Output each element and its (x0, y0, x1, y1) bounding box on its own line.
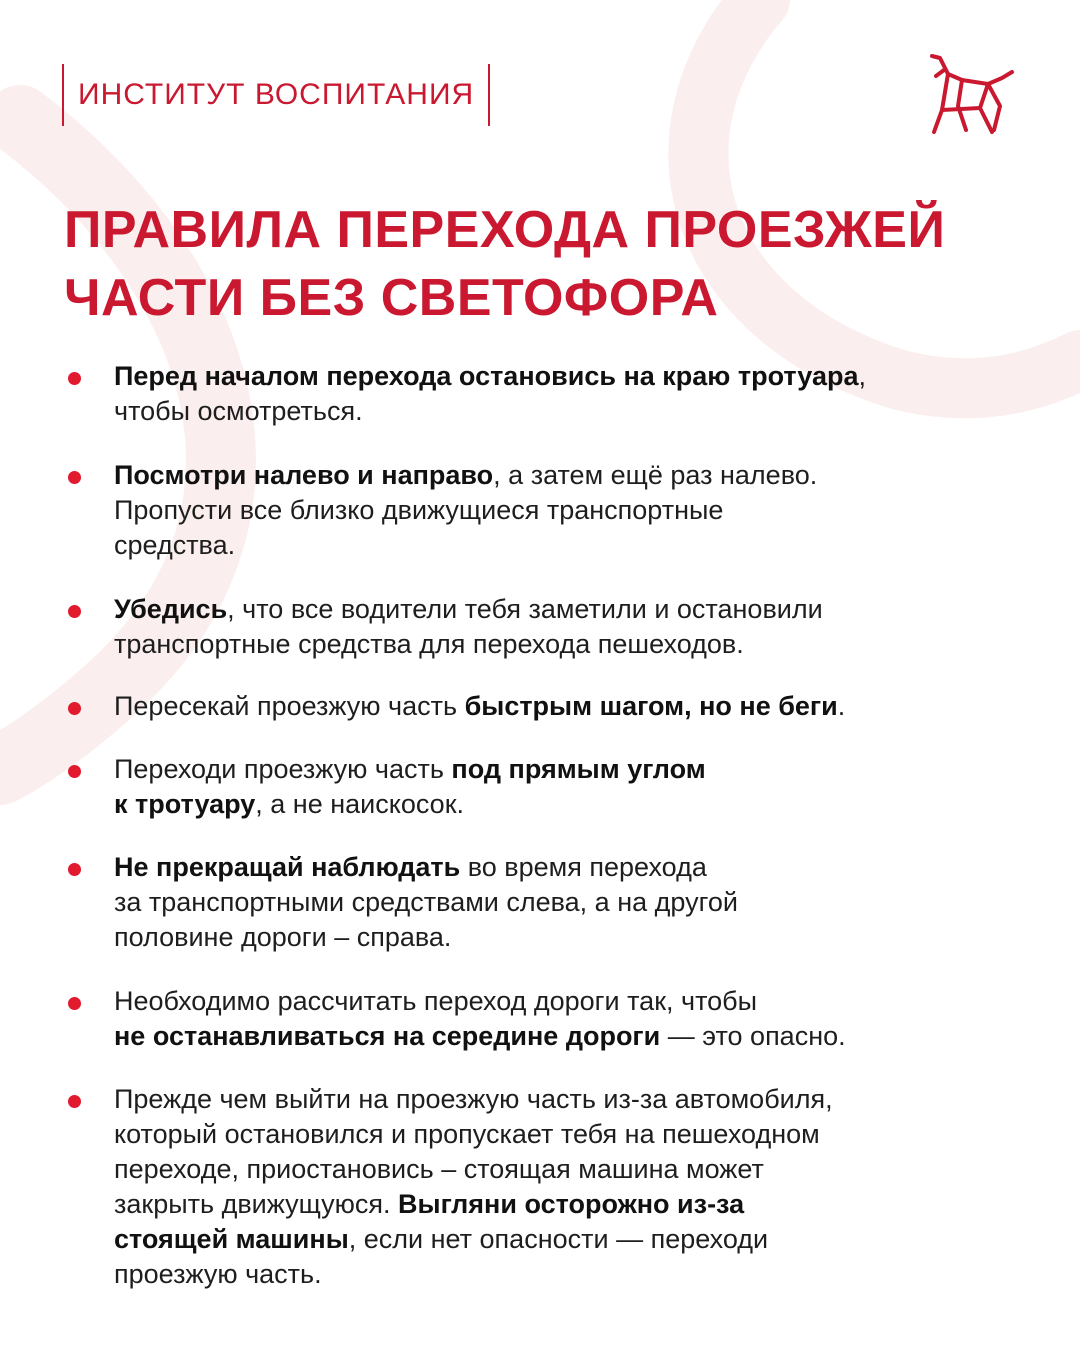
rule-text: , а затем ещё раз налево. (493, 460, 818, 490)
rule-text: средства. (114, 530, 236, 560)
org-label (62, 64, 490, 126)
rule-item (114, 752, 1054, 822)
rule-text: чтобы осмотреться. (114, 396, 363, 426)
rule-text: за транспортными средствами слева, а на другой (114, 887, 738, 917)
rule-text: который остановился и пропускает тебя на пешеходном (114, 1119, 820, 1149)
rule-text: , а не наискосок. (255, 789, 465, 819)
rule-text: , если нет опасности — переходи (348, 1224, 769, 1254)
bullet-dot (68, 1095, 81, 1108)
rule-line (114, 528, 1054, 563)
rule-line (114, 394, 1054, 429)
rule-item (114, 689, 1054, 724)
rule-text-bold: под прямым углом (451, 754, 706, 784)
rule-line (114, 1187, 1054, 1222)
rule-line (114, 885, 1054, 920)
rule-text: . (837, 691, 846, 721)
rule-text: Пропусти все близко движущиеся транспортные (114, 495, 724, 525)
rule-text: проезжую часть. (114, 1259, 322, 1289)
rule-text: закрыть движущуюся. (114, 1189, 399, 1219)
rule-line (114, 787, 1054, 822)
title-line-2: ЧАСТИ БЕЗ СВЕТОФОРА (64, 269, 719, 327)
rule-text: переходе, приостановись – стоящая машина может (114, 1154, 764, 1184)
rule-line (114, 1082, 1054, 1117)
rule-text: , что все водители тебя заметили и остановили (227, 594, 823, 624)
rule-item (114, 359, 1054, 429)
rule-line (114, 1152, 1054, 1187)
bullet-dot (68, 863, 81, 876)
rule-text-bold: Посмотри налево и направо (114, 460, 494, 490)
rule-item (114, 984, 1054, 1054)
rule-text: транспортные средства для перехода пешеходов. (114, 629, 744, 659)
rule-line (114, 920, 1054, 955)
rule-text-bold: быстрым шагом, но не беги (464, 691, 838, 721)
rule-text: во время перехода (460, 852, 707, 882)
bullet-dot (68, 765, 81, 778)
rule-text: , (858, 361, 866, 391)
title-line-1: ПРАВИЛА ПЕРЕХОДА ПРОЕЗЖЕЙ (64, 201, 946, 259)
rule-item (114, 592, 1054, 662)
rule-line (114, 689, 1054, 724)
rule-line (114, 592, 1054, 627)
rule-text: Прежде чем выйти на проезжую часть из-за автомобиля, (114, 1084, 833, 1114)
rule-line (114, 627, 1054, 662)
bullet-dot (68, 997, 81, 1010)
rule-text-bold: Не прекращай наблюдать (114, 852, 461, 882)
rule-text: — это опасно. (660, 1021, 846, 1051)
horse-icon (918, 50, 1018, 134)
rule-text: Переходи проезжую часть (114, 754, 452, 784)
rule-item (114, 850, 1054, 955)
rule-line (114, 359, 1054, 394)
bullet-dot (68, 605, 81, 618)
rule-line (114, 1222, 1054, 1257)
rule-line (114, 984, 1054, 1019)
page-title (64, 196, 1044, 332)
rule-text-bold: не останавливаться на середине дороги (114, 1021, 661, 1051)
bullet-dot (68, 372, 81, 385)
bullet-dot (68, 702, 81, 715)
rule-line (114, 1257, 1054, 1292)
rule-line (114, 1019, 1054, 1054)
rule-line (114, 493, 1054, 528)
rule-text-bold: Выгляни осторожно из-за (398, 1189, 745, 1219)
rule-line (114, 1117, 1054, 1152)
rule-text: Пересекай проезжую часть (114, 691, 465, 721)
rule-text-bold: к тротуару (114, 789, 256, 819)
rule-text-bold: Перед началом перехода остановись на краю тротуара (114, 361, 859, 391)
org-name: ИНСТИТУТ ВОСПИТАНИЯ (78, 78, 475, 111)
rule-line (114, 458, 1054, 493)
rule-item (114, 1082, 1054, 1292)
rule-line (114, 752, 1054, 787)
rule-text-bold: стоящей машины (114, 1224, 349, 1254)
rule-text: половине дороги – справа. (114, 922, 452, 952)
rule-line (114, 850, 1054, 885)
rule-text: Необходимо рассчитать переход дороги так, чтобы (114, 986, 758, 1016)
rule-item (114, 458, 1054, 563)
rule-text-bold: Убедись (114, 594, 228, 624)
bullet-dot (68, 471, 81, 484)
